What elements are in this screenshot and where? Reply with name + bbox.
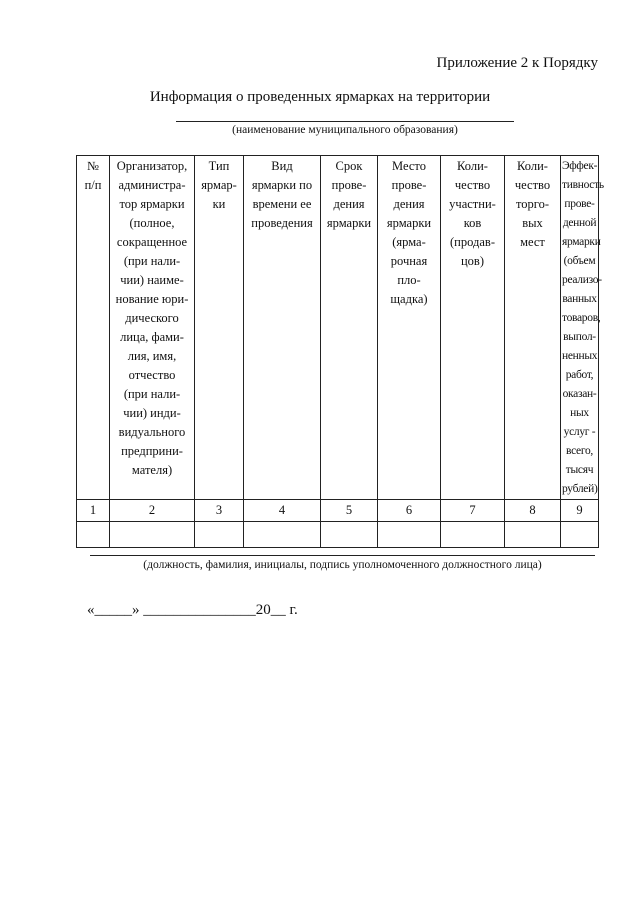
empty-cell [321, 522, 378, 548]
header-cell-efficiency: Эффек- тивность прове- денной ярмарки (объем реализо- ванных товаров, выпол- ненных работ, оказан- ных услуг - всего, тысяч рублей) [561, 156, 599, 500]
column-number: 6 [378, 500, 441, 522]
empty-cell [110, 522, 195, 548]
date-line: «_____» _______________20__ г. [87, 602, 298, 618]
empty-cell [77, 522, 110, 548]
column-number-row [77, 500, 599, 522]
header-cell-organizer: Организатор, администра- тор ярмарки (полное, сокращенное (при нали- чии) наиме- нование юри- дического лица, фами- лия, имя, отчество (при нали- чии) инди- видуального предприни- мателя) [110, 156, 195, 500]
column-number: 4 [244, 500, 321, 522]
header-cell-location: Место прове- дения ярмарки (ярма- рочная пло- щадка) [378, 156, 441, 500]
empty-cell [195, 522, 244, 548]
header-cell-participants: Коли- чество участни- ков (продав- цов) [441, 156, 505, 500]
column-number: 2 [110, 500, 195, 522]
empty-cell [244, 522, 321, 548]
municipality-caption: (наименование муниципального образования) [232, 124, 458, 136]
column-number: 3 [195, 500, 244, 522]
fair-info-table [76, 155, 604, 548]
signature-line [90, 555, 595, 556]
header-cell-trading-places: Коли- чество торго- вых мест [505, 156, 561, 500]
column-number: 5 [321, 500, 378, 522]
header-cell-number: № п/п [77, 156, 110, 500]
header-cell-fair-type: Тип ярмар- ки [195, 156, 244, 500]
empty-data-row [77, 522, 599, 548]
empty-cell [378, 522, 441, 548]
column-number: 1 [77, 500, 110, 522]
appendix-label: Приложение 2 к Порядку [436, 55, 598, 71]
table-header-row [77, 156, 599, 500]
empty-cell [441, 522, 505, 548]
column-number: 8 [505, 500, 561, 522]
document-title: Информация о проведенных ярмарках на территории [149, 89, 491, 105]
header-cell-fair-kind: Вид ярмарки по времени ее проведения [244, 156, 321, 500]
municipality-line [176, 121, 514, 122]
column-number: 7 [441, 500, 505, 522]
header-cell-duration: Срок прове- дения ярмарки [321, 156, 378, 500]
column-number: 9 [561, 500, 599, 522]
signature-caption: (должность, фамилия, инициалы, подпись уполномоченного должностного лица) [143, 559, 542, 571]
empty-cell [505, 522, 561, 548]
empty-cell [561, 522, 599, 548]
